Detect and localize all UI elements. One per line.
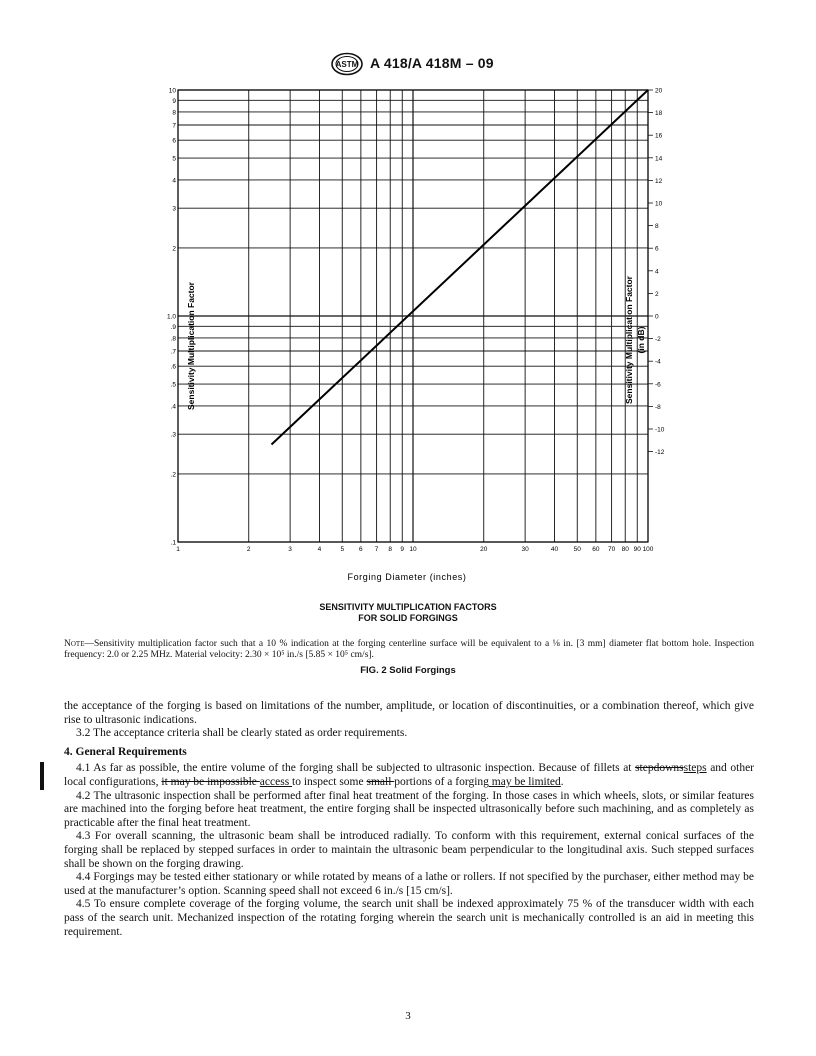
y-tick-label: .8 (170, 335, 176, 343)
note-text: —Sensitivity multiplication factor such that a 10 % indication at the forging centerline surface will be equivalent to a ⅛ in. [3 mm] diameter flat bottom hole. Inspection frequency: 2.0 or 2.25 MHz. Material velocity: 2.30 × 10⁵ in./s [5.85 × 10⁵ cm/s]. (64, 639, 754, 660)
sensitivity-chart (0, 80, 816, 590)
x-tick-label: 70 (607, 546, 616, 553)
figure-note (64, 639, 754, 661)
y2-tick-label: 14 (655, 155, 663, 163)
y-tick-label: 8 (172, 109, 176, 117)
y-tick-label: .2 (170, 471, 176, 479)
chart-subtitle: FOR SOLID FORGINGS (358, 613, 458, 623)
y2-tick-label: 6 (655, 245, 659, 253)
chart-series (272, 90, 649, 445)
y-tick-label: 3 (172, 205, 176, 213)
inserted-text: may be limited (488, 775, 561, 788)
x-tick-label: 10 (409, 546, 417, 553)
y2-tick-label: 4 (655, 268, 659, 276)
y-tick-label: 6 (172, 137, 176, 145)
y2-tick-label: 10 (655, 200, 663, 208)
paragraph-4-2: 4.2 The ultrasonic inspection shall be performed after final heat treatment of the forging. In those cases in which wheels, slots, or similar features are machined into the forging before heat treatment, the entire forging shall be inspected ultrasonically before such machining, and as completely as practicable after the final heat treatment. (64, 789, 754, 829)
y2-tick-label: -10 (655, 426, 665, 434)
y-tick-label: 9 (172, 97, 176, 105)
x-axis-label: Forging Diameter (inches) (347, 572, 467, 582)
y2-tick-label: -12 (655, 449, 665, 457)
figure-caption: FIG. 2 Solid Forgings (360, 665, 456, 676)
body-text (64, 700, 754, 939)
y-tick-label: 5 (172, 155, 176, 163)
x-tick-label: 50 (573, 546, 581, 553)
x-tick-label: 6 (359, 546, 363, 553)
astm-logo-icon (330, 52, 364, 76)
y2-tick-label: 8 (655, 223, 659, 231)
y-tick-label: .1 (170, 539, 176, 547)
chart-horizontal-gridlines (178, 90, 648, 542)
y-tick-label: .7 (170, 348, 176, 356)
x-tick-label: 7 (374, 546, 379, 553)
series-line (272, 90, 649, 445)
x-tick-label: 100 (642, 546, 654, 553)
y2-tick-label: -6 (655, 381, 661, 389)
x-tick-label: 80 (621, 546, 629, 553)
y-tick-label: .3 (170, 431, 176, 439)
y-tick-label: 4 (172, 177, 176, 185)
page-number: 3 (405, 1010, 411, 1022)
y2-axis-unit: (in dB) (636, 326, 646, 354)
paragraph-continuation: the acceptance of the forging is based on limitations of the number, amplitude, or location of discontinuities, or a combination thereof, which give rise to ultrasonic indications. (64, 700, 754, 726)
y-tick-label: 1.0 (166, 313, 176, 321)
inserted-text: access (259, 775, 293, 788)
y-tick-label: 7 (172, 122, 176, 130)
y-tick-label: .9 (170, 323, 176, 331)
y2-axis-tick-labels (648, 88, 665, 457)
x-tick-label: 4 (317, 546, 322, 553)
inserted-text: steps (683, 762, 707, 775)
x-tick-label: 90 (633, 546, 641, 553)
deleted-text: stepdowns (635, 762, 684, 775)
paragraph-4-4: 4.4 Forgings may be tested either stationary or while rotated by means of a lathe or rollers. If not specified by the purchaser, either method may be used at the manufacturer’s option. Scanning speed shall not exceed 6 in./s [15 cm/s]. (64, 871, 754, 897)
x-tick-label: 30 (521, 546, 529, 553)
document-designation: A 418/A 418M – 09 (370, 55, 494, 71)
x-tick-label: 3 (288, 546, 292, 553)
y2-tick-label: 0 (655, 313, 659, 321)
y-tick-label: 2 (172, 245, 176, 253)
y2-tick-label: 12 (655, 177, 663, 185)
y-axis-tick-labels (167, 88, 176, 547)
y2-tick-label: 2 (655, 290, 659, 298)
section-heading-4: 4. General Requirements (64, 745, 187, 758)
x-tick-label: 40 (550, 546, 559, 553)
y-axis-label: Sensitivity Multiplication Factor (186, 282, 196, 410)
y-tick-label: .5 (170, 381, 176, 389)
note-label: Note (64, 639, 85, 649)
paragraph-4-1: 4.1 As far as possible, the entire volume of the forging shall be subjected to ultrasonic inspection. Because of fillets at stepdownssteps and other local configurations, it may be impossible access to inspect some small portions of a forging may be limited. (64, 762, 754, 788)
x-tick-label: 9 (400, 546, 405, 553)
paragraph-4-3: 4.3 For overall scanning, the ultrasonic beam shall be introduced radially. To conform with this requirement, external conical surfaces of the forging shall be replaced by stepped surfaces in order to maintain the ultrasonic beam perpendicular to the longitudinal axis. Such stepped surfaces shall be shown on the forging drawing. (64, 830, 754, 870)
revision-change-bar (40, 762, 44, 790)
y-tick-label: 10 (168, 87, 176, 95)
y2-axis-label: Sensitivity Multiplication Factor (624, 276, 634, 404)
x-tick-label: 8 (388, 546, 393, 553)
x-tick-label: 5 (340, 546, 345, 553)
x-tick-label: 20 (480, 546, 488, 553)
deleted-text: small (366, 775, 395, 788)
chart-title: SENSITIVITY MULTIPLICATION FACTORS (319, 602, 497, 612)
page-header (0, 52, 816, 78)
y-tick-label: .6 (170, 363, 176, 371)
x-tick-label: 60 (592, 546, 600, 553)
paragraph-3-2: 3.2 The acceptance criteria shall be clearly stated as order requirements. (76, 727, 408, 740)
y2-tick-label: -8 (655, 403, 661, 411)
paragraph-4-5: 4.5 To ensure complete coverage of the forging volume, the search unit shall be indexed approximately 75 % of the transducer width with each pass of the search unit. Mechanized inspection of the rotating forging wherein the search unit is mechanically controlled is an aid in meeting this requirement. (64, 898, 754, 938)
y2-tick-label: 16 (655, 132, 663, 140)
x-tick-label: 1 (176, 546, 180, 553)
deleted-text: it may be impossible (161, 775, 260, 788)
x-axis-tick-labels (176, 546, 654, 553)
y2-tick-label: 20 (655, 87, 663, 95)
y2-tick-label: -4 (655, 358, 661, 366)
y2-tick-label: -2 (655, 336, 661, 344)
y-tick-label: .4 (170, 403, 176, 411)
x-tick-label: 2 (246, 546, 251, 553)
y2-tick-label: 18 (655, 110, 663, 118)
svg-text:ASTM: ASTM (335, 60, 359, 69)
